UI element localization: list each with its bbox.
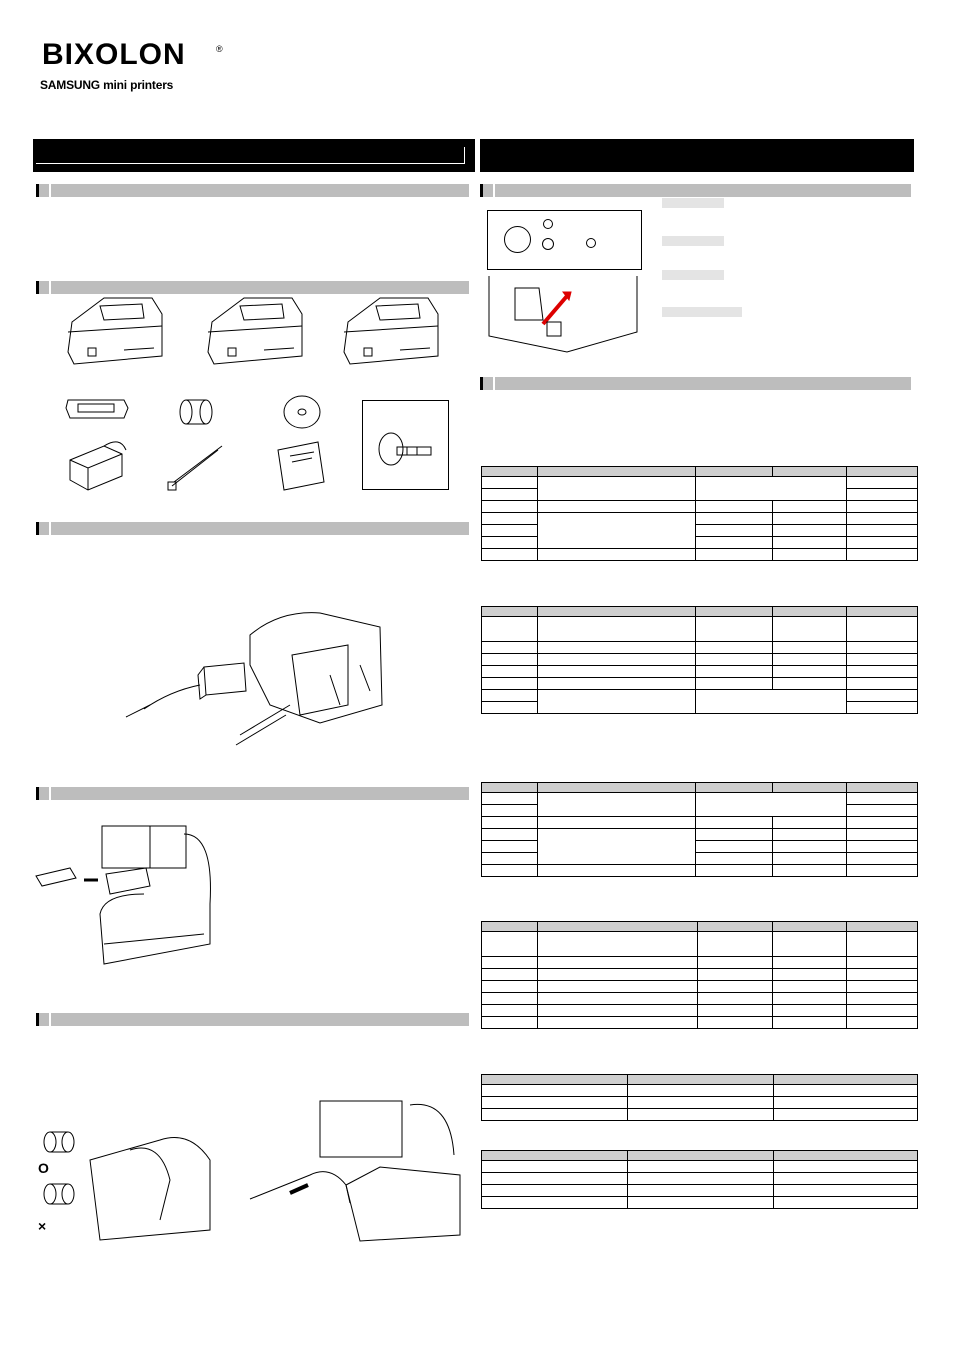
cd-icon bbox=[280, 392, 324, 432]
printer-icon-3 bbox=[340, 292, 450, 372]
dip-table-3 bbox=[481, 782, 918, 877]
dip-table-1 bbox=[481, 466, 918, 561]
dip-table-4 bbox=[481, 921, 918, 1029]
paper-insert-diagram bbox=[40, 1110, 240, 1240]
paper-ng-mark: × bbox=[38, 1218, 47, 1234]
paper-ok-mark: O bbox=[38, 1160, 49, 1176]
paper-roll-icon bbox=[176, 396, 216, 430]
connection-diagram bbox=[120, 605, 390, 765]
label-box-2 bbox=[662, 236, 724, 246]
registered-mark: ® bbox=[216, 44, 223, 54]
dip-table-2 bbox=[481, 606, 918, 714]
section-bar-1 bbox=[36, 184, 469, 197]
power-adapter-icon bbox=[64, 436, 134, 492]
label-box-1 bbox=[662, 198, 724, 208]
section-bar-6 bbox=[480, 184, 911, 197]
section-bar-7 bbox=[480, 377, 911, 390]
power-cord-icon bbox=[164, 442, 234, 492]
paper-load-diagram bbox=[250, 1095, 465, 1245]
printer-front-diagram bbox=[487, 236, 642, 356]
ribbon-cassette-icon bbox=[64, 394, 134, 424]
label-box-3 bbox=[662, 270, 724, 280]
manual-icon bbox=[274, 438, 328, 492]
ribbon-install-diagram bbox=[34, 824, 224, 984]
printer-icon bbox=[64, 292, 174, 372]
cd-icon bbox=[377, 429, 437, 469]
section-bar-4 bbox=[36, 787, 469, 800]
title-bar-left bbox=[33, 139, 475, 172]
section-bar-3 bbox=[36, 522, 469, 535]
power-led bbox=[543, 219, 553, 229]
table-6 bbox=[481, 1150, 918, 1209]
table-5 bbox=[481, 1074, 918, 1121]
option-box bbox=[362, 400, 449, 490]
brand-tagline: SAMSUNG mini printers bbox=[40, 78, 174, 92]
label-box-4 bbox=[662, 307, 742, 317]
printer-icon-2 bbox=[204, 292, 314, 372]
title-bar-right bbox=[480, 139, 914, 172]
section-bar-5 bbox=[36, 1013, 469, 1026]
brand-logo: BIXOLON bbox=[42, 38, 186, 71]
